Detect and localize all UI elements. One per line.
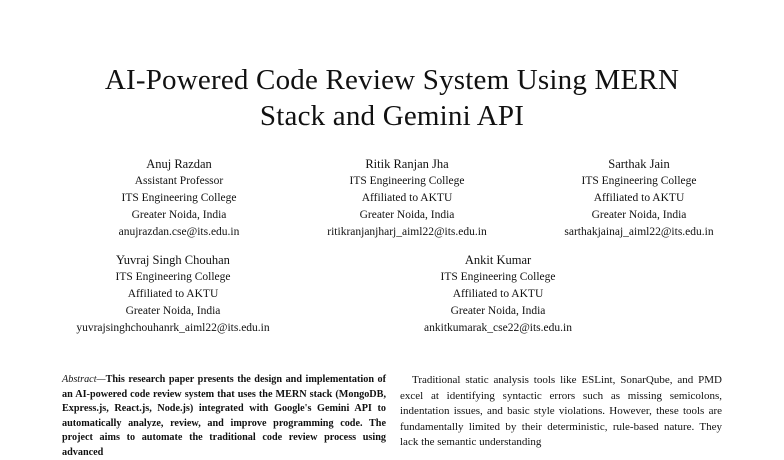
author-email: anujrazdan.cse@its.edu.in — [118, 226, 240, 238]
author-location: Greater Noida, India — [131, 209, 227, 221]
author-affiliation: ITS Engineering College — [349, 175, 465, 187]
introduction-text: Traditional static analysis tools like ESLint, SonarQube, and PMD excel at identifying syntactic errors such as missing semicolons, indentation issues, and basic style violations. However, these tools are fundamentally limited by their deterministic, rule-based nature. They lack the semantic understanding — [400, 374, 722, 448]
author-name: Ankit Kumar — [464, 253, 532, 267]
author-block-2 — [292, 155, 522, 241]
author-email: yuvrajsinghchouhanrk_aiml22@its.edu.in — [76, 322, 270, 334]
paper-title-line-2: Stack and Gemini API — [259, 100, 525, 132]
author-title: Assistant Professor — [134, 175, 224, 187]
author-location: Greater Noida, India — [450, 305, 546, 317]
author-affiliation: ITS Engineering College — [115, 271, 231, 283]
author-affiliation: ITS Engineering College — [581, 175, 697, 187]
author-block-4 — [58, 251, 288, 337]
author-block-1 — [64, 155, 294, 241]
author-email: ritikranjanjharj_aiml22@its.edu.in — [327, 226, 487, 238]
author-affiliation-secondary: Affiliated to AKTU — [452, 288, 544, 300]
author-affiliation-secondary: Affiliated to AKTU — [361, 192, 453, 204]
author-location: Greater Noida, India — [125, 305, 221, 317]
author-email: ankitkumarak_cse22@its.edu.in — [424, 322, 572, 334]
paper-title — [0, 62, 784, 134]
author-block-5 — [383, 251, 613, 337]
author-location: Greater Noida, India — [591, 209, 687, 221]
abstract-separator: — — [96, 374, 106, 385]
abstract-text: This research paper presents the design and implementation of an AI-powered code review system that uses the MERN stack (MongoDB, Express.js, React.js, Node.js) integrated with Google's Gemini API to automatically analyze, review, and improve programming code. The project aims to automate the traditional code review process using advanced — [62, 374, 386, 458]
author-name: Ritik Ranjan Jha — [365, 157, 449, 171]
author-affiliation: ITS Engineering College — [121, 192, 237, 204]
author-name: Yuvraj Singh Chouhan — [116, 253, 230, 267]
author-affiliation-secondary: Affiliated to AKTU — [127, 288, 219, 300]
author-name: Sarthak Jain — [608, 157, 670, 171]
abstract-label: Abstract — [62, 374, 97, 385]
introduction-paragraph — [400, 373, 722, 451]
abstract — [62, 373, 386, 460]
author-location: Greater Noida, India — [359, 209, 455, 221]
author-name: Anuj Razdan — [146, 157, 212, 171]
author-block-3 — [524, 155, 754, 241]
paper-title-line-1: AI-Powered Code Review System Using MERN — [104, 64, 680, 96]
author-email: sarthakjainaj_aiml22@its.edu.in — [564, 226, 714, 238]
author-affiliation: ITS Engineering College — [440, 271, 556, 283]
author-affiliation-secondary: Affiliated to AKTU — [593, 192, 685, 204]
